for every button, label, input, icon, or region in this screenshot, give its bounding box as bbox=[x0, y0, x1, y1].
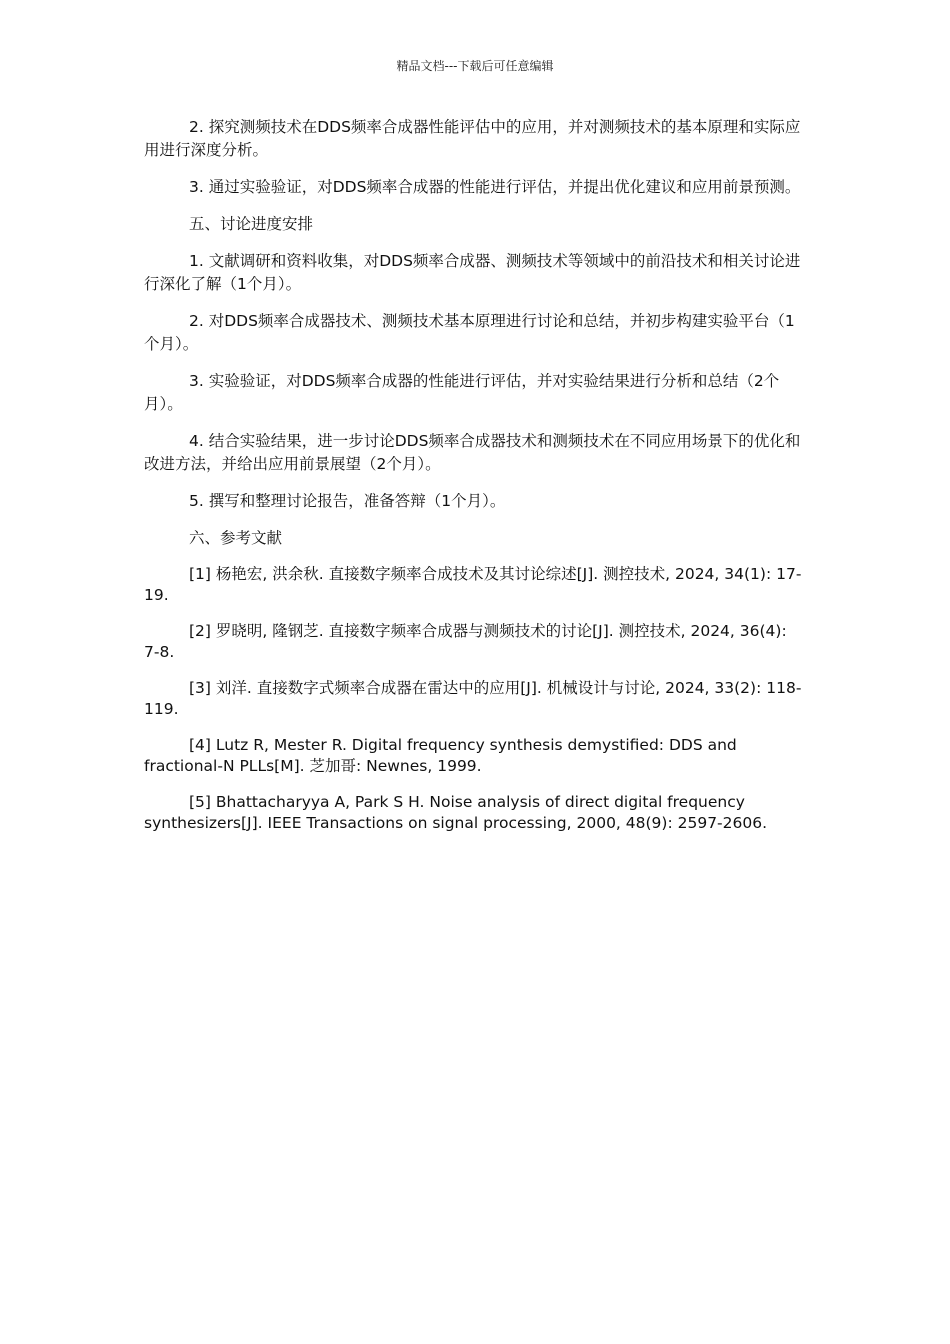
page-header: 精品文档---下载后可任意编辑 bbox=[396, 59, 554, 73]
schedule-item-5: 5. 撰写和整理讨论报告，准备答辩（1个月）。 bbox=[189, 492, 506, 510]
schedule-item-1: 1. 文献调研和资料收集，对DDS频率合成器、测频技术等领域中的前沿技术和相关讨论进行深化了解（1个月）。 bbox=[144, 252, 801, 293]
section-heading-schedule: 五、讨论进度安排 bbox=[189, 215, 314, 233]
reference-item-3: [3] 刘洋. 直接数字式频率合成器在雷达中的应用[J]. 机械设计与讨论, 2024, 33(2): 118-119. bbox=[144, 679, 802, 718]
reference-item-1: [1] 杨艳宏, 洪余秋. 直接数字频率合成技术及其讨论综述[J]. 测控技术, 2024, 34(1): 17-19. bbox=[144, 565, 802, 604]
paragraph-objective-2: 2. 探究测频技术在DDS频率合成器性能评估中的应用，并对测频技术的基本原理和实际应用进行深度分析。 bbox=[144, 118, 801, 159]
reference-item-5: [5] Bhattacharyya A, Park S H. Noise analysis of direct digital frequency synthesizers[J]. IEEE Transactions on signal processing, 2000, 48(9): 2597-2606. bbox=[144, 793, 768, 832]
reference-item-4: [4] Lutz R, Mester R. Digital frequency synthesis demystified: DDS and fractional-N PLLs[M]. 芝加哥: Newnes, 1999. bbox=[144, 736, 737, 775]
paragraph-objective-3: 3. 通过实验验证，对DDS频率合成器的性能进行评估，并提出优化建议和应用前景预测。 bbox=[189, 178, 801, 196]
schedule-item-3: 3. 实验验证，对DDS频率合成器的性能进行评估，并对实验结果进行分析和总结（2个月）。 bbox=[144, 372, 780, 413]
section-heading-references: 六、参考文献 bbox=[189, 529, 283, 547]
reference-item-2: [2] 罗晓明, 隆钢芝. 直接数字频率合成器与测频技术的讨论[J]. 测控技术, 2024, 36(4): 7-8. bbox=[144, 622, 787, 661]
schedule-item-4: 4. 结合实验结果，进一步讨论DDS频率合成器技术和测频技术在不同应用场景下的优化和改进方法，并给出应用前景展望（2个月）。 bbox=[144, 432, 801, 473]
schedule-item-2: 2. 对DDS频率合成器技术、测频技术基本原理进行讨论和总结，并初步构建实验平台（1个月）。 bbox=[144, 312, 795, 353]
document-body bbox=[144, 116, 804, 849]
